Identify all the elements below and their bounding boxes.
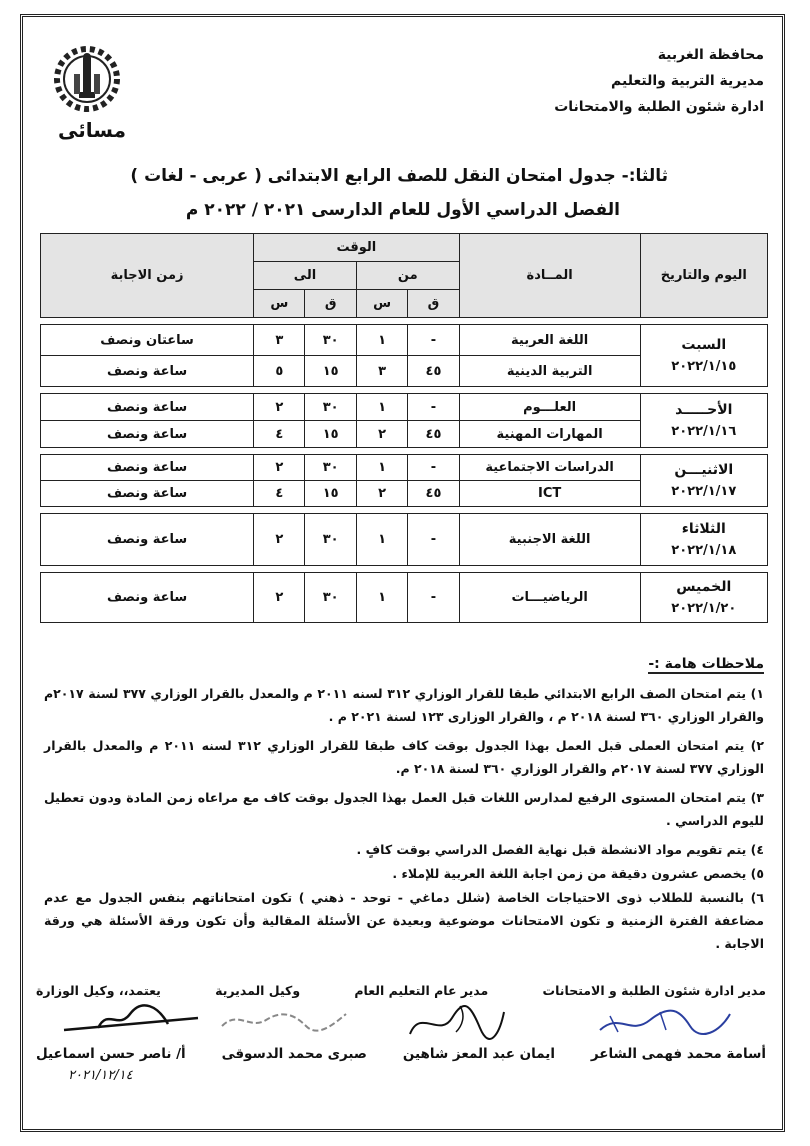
from-min-cell: ٤٥ [408, 356, 459, 387]
duration-cell: ساعتان ونصف [41, 325, 254, 356]
to-min-cell: ١٥ [305, 421, 356, 448]
notes-title: ملاحظات هامة :- [648, 656, 764, 672]
day-name: الثلاثاء [681, 521, 726, 537]
name-students-affairs: أسامة محمد فهمى الشاعر [590, 1046, 766, 1062]
directorate-line: مديرية التربية والتعليم [611, 73, 764, 89]
day-date: ٢٠٢٢/١/١٧ [671, 484, 737, 499]
to-min-cell: ٣٠ [305, 573, 356, 623]
role-students-affairs: مدير ادارة شئون الطلبة و الامتحانات [542, 983, 766, 998]
table-row [41, 394, 768, 421]
handwritten-date: ٢٠٢١/١٢/١٤ [68, 1068, 133, 1083]
day-name: الخميس [676, 579, 732, 595]
signature-mark [400, 998, 510, 1044]
exam-schedule-table [40, 233, 768, 623]
subject-cell: العلـــوم [459, 394, 640, 421]
to-hour-cell: ٥ [254, 356, 305, 387]
to-min-cell: ٣٠ [305, 325, 356, 356]
table-row [41, 573, 768, 623]
note-item: ٤) يتم تقويم مواد الانشطة قبل نهاية الفصل الدراسي بوقت كافٍ . [356, 842, 764, 857]
signature-mark [590, 1002, 740, 1042]
from-hour-cell: ٢ [356, 421, 407, 448]
table-row [41, 514, 768, 566]
subject-cell: ICT [459, 481, 640, 507]
from-hour-cell: ٣ [356, 356, 407, 387]
from-hour-cell: ١ [356, 514, 407, 566]
header-from: من [356, 262, 459, 290]
subject-cell: المهارات المهنية [459, 421, 640, 448]
header-to-hour: س [254, 290, 305, 318]
header-from-hour: س [356, 290, 407, 318]
governorate-line: محافظة الغربية [657, 47, 764, 63]
subject-cell: اللغة العربية [459, 325, 640, 356]
day-date: ٢٠٢٢/١/١٨ [671, 543, 737, 558]
signature-mark [214, 1004, 354, 1036]
to-hour-cell: ٢ [254, 394, 305, 421]
department-line: ادارة شئون الطلبة والامتحانات [554, 99, 764, 115]
from-min-cell: ٤٥ [408, 481, 459, 507]
signature-names [36, 1046, 766, 1062]
from-min-cell: - [408, 455, 459, 481]
note-item: ٣) يتم امتحان المستوى الرفيع لمدارس اللغات قبل العمل بهذا الجدول بوقت كاف مع مراعاه زمن المادة ودون تعطيل لليوم الدراسي . [44, 790, 764, 828]
duration-cell: ساعة ونصف [41, 573, 254, 623]
header-from-min: ق [408, 290, 459, 318]
duration-cell: ساعة ونصف [41, 421, 254, 448]
from-hour-cell: ٢ [356, 481, 407, 507]
day-cell [640, 455, 767, 507]
header-duration: زمن الاجابة [41, 234, 254, 318]
to-hour-cell: ٢ [254, 573, 305, 623]
day-name: السبت [681, 337, 727, 353]
to-min-cell: ٣٠ [305, 394, 356, 421]
day-cell [640, 394, 767, 448]
name-directorate-deputy: صبرى محمد الدسوقى [221, 1046, 367, 1062]
day-cell [640, 514, 767, 566]
day-cell [640, 325, 767, 387]
from-min-cell: ٤٥ [408, 421, 459, 448]
header-block [554, 42, 764, 120]
signature-mark [58, 1000, 208, 1040]
subject-cell: اللغة الاجنبية [459, 514, 640, 566]
signature-roles [36, 983, 766, 998]
role-general-education: مدير عام التعليم العام [354, 983, 489, 998]
note-item: ٢) يتم امتحان العملى قبل العمل بهذا الجدول بوقت كاف طبقا للقرار الوزاري ٣١٢ لسنه ٢٠١١ م والمعدل بالقرار الوزاري ٣٧٧ لسنة ٢٠١٧م والقرار الوزاري ٣٦٠ لسنة ٢٠١٨ م. [44, 738, 764, 776]
day-name: الأحـــــد [675, 402, 733, 418]
duration-cell: ساعة ونصف [41, 514, 254, 566]
from-min-cell: - [408, 325, 459, 356]
term-title: الفصل الدراسي الأول للعام الدارسى ٢٠٢١ / ٢٠٢٢ م [185, 200, 620, 220]
schedule-title: ثالثا:- جدول امتحان النقل للصف الرابع الابتدائى ( عربى - لغات ) [130, 166, 668, 186]
note-item: ١) يتم امتحان الصف الرابع الابتدائي طبقا للقرار الوزاري ٣١٢ لسنه ٢٠١١ م والمعدل بالقرار الوزاري ٣٧٧ لسنة ٢٠١٧م والقرار الوزاري ٣٦٠ لسنة ٢٠١٨ م ، والقرار الوزارى ١٢٣ لسنة ٢٠٢١ م . [44, 686, 764, 724]
note-item: ٦) بالنسبة للطلاب ذوى الاحتياجات الخاصة (شلل دماغي - توحد - ذهني ) تكون امتحاناتهم بنفس الجدول مع عدم مضاعفة الفترة الزمنية و تكون الامتحانات موضوعية وبعيدة عن الأسئلة المقالية وأن تكون ورقة الأسئلة هي ورقة الاجابة . [44, 890, 764, 951]
to-hour-cell: ٢ [254, 514, 305, 566]
day-name: الاثنيـــن [674, 462, 734, 478]
table-row [41, 455, 768, 481]
header-day: اليوم والتاريخ [640, 234, 767, 318]
to-hour-cell: ٣ [254, 325, 305, 356]
subject-cell: الرياضيـــات [459, 573, 640, 623]
header-time: الوقت [254, 234, 460, 262]
to-min-cell: ١٥ [305, 356, 356, 387]
duration-cell: ساعة ونصف [41, 394, 254, 421]
role-ministry-deputy: يعتمد،، وكيل الوزارة [36, 983, 161, 998]
shift-label: مسائى [58, 118, 126, 142]
from-min-cell: - [408, 573, 459, 623]
name-ministry-deputy: أ/ ناصر حسن اسماعيل [36, 1046, 186, 1062]
header-to: الى [254, 262, 357, 290]
note-item: ٥) يخصص عشرون دقيقة من زمن اجابة اللغة العربية للإملاء . [392, 866, 764, 881]
to-min-cell: ٣٠ [305, 514, 356, 566]
table-row [41, 325, 768, 356]
to-min-cell: ٣٠ [305, 455, 356, 481]
day-date: ٢٠٢٢/١/١٦ [671, 424, 737, 439]
gear-emblem-icon [52, 44, 122, 114]
duration-cell: ساعة ونصف [41, 455, 254, 481]
header-subject: المــادة [459, 234, 640, 318]
to-hour-cell: ٤ [254, 421, 305, 448]
from-hour-cell: ١ [356, 394, 407, 421]
role-directorate-deputy: وكيل المديرية [215, 983, 301, 998]
header-to-min: ق [305, 290, 356, 318]
from-min-cell: - [408, 394, 459, 421]
to-min-cell: ١٥ [305, 481, 356, 507]
subject-cell: الدراسات الاجتماعية [459, 455, 640, 481]
to-hour-cell: ٤ [254, 481, 305, 507]
from-min-cell: - [408, 514, 459, 566]
day-cell [640, 573, 767, 623]
to-hour-cell: ٢ [254, 455, 305, 481]
day-date: ٢٠٢٢/١/١٥ [671, 359, 737, 374]
name-general-education: ايمان عبد المعز شاهين [402, 1046, 555, 1062]
from-hour-cell: ١ [356, 573, 407, 623]
duration-cell: ساعة ونصف [41, 356, 254, 387]
subject-cell: التربية الدينية [459, 356, 640, 387]
day-date: ٢٠٢٢/١/٢٠ [671, 601, 737, 616]
from-hour-cell: ١ [356, 325, 407, 356]
from-hour-cell: ١ [356, 455, 407, 481]
duration-cell: ساعة ونصف [41, 481, 254, 507]
